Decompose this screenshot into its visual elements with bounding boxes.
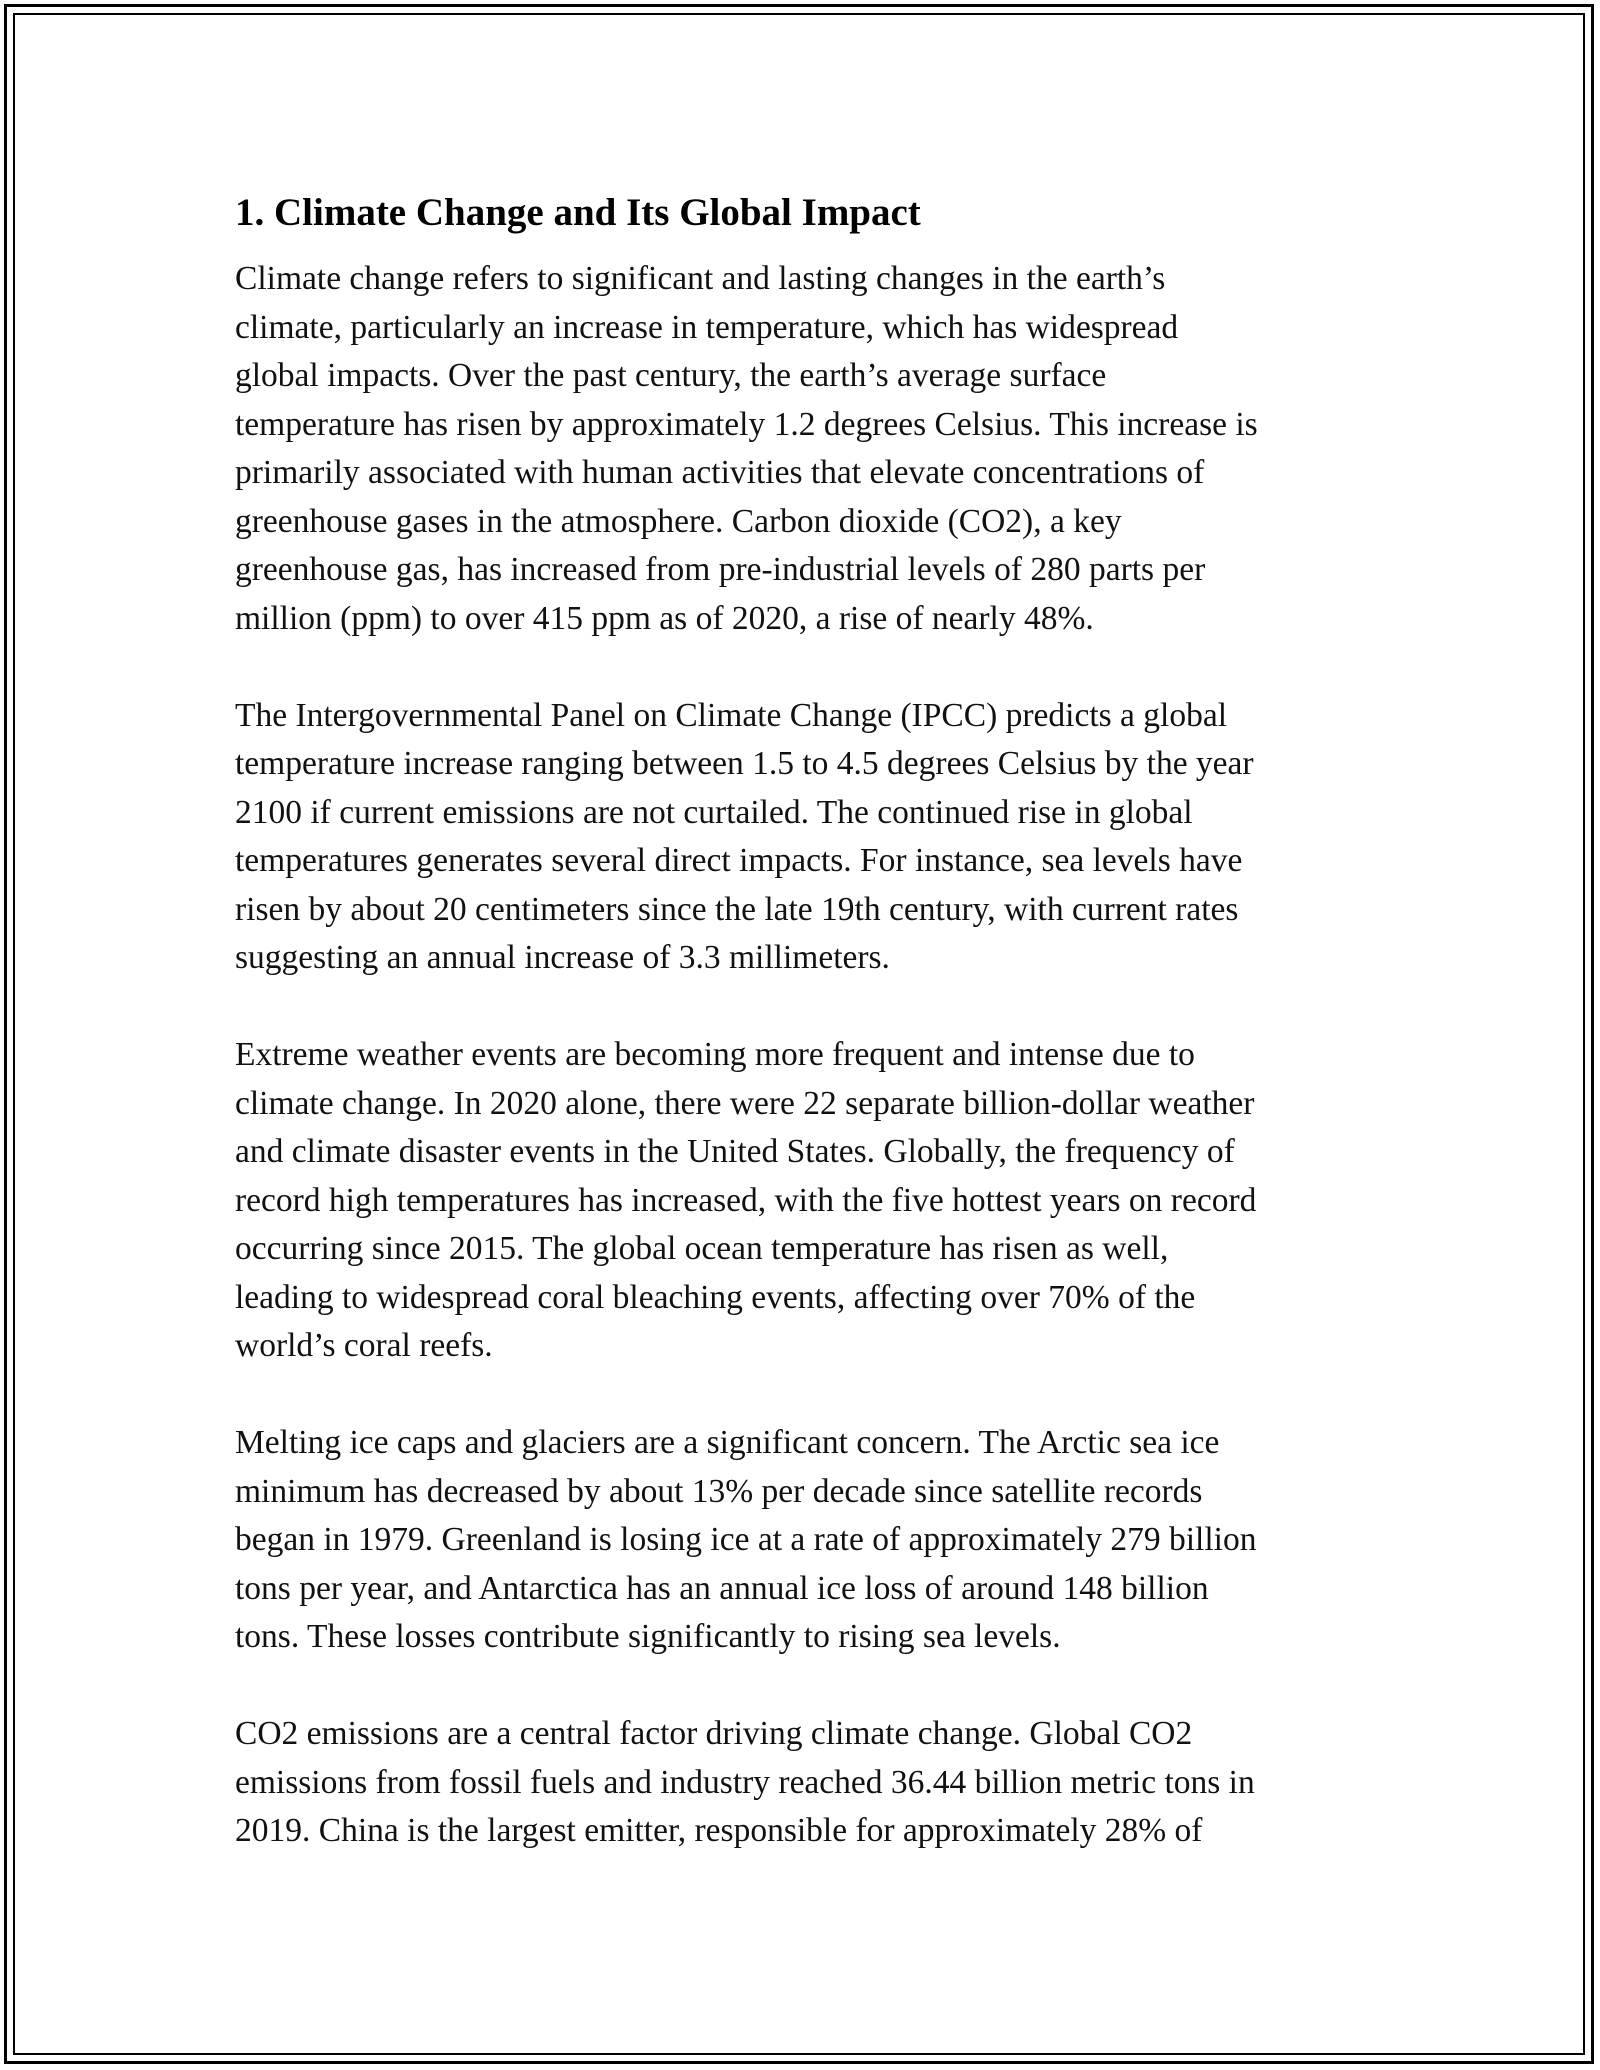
text-line: began in 1979. Greenland is losing ice at a rate of approximately 279 billion [235, 1521, 1257, 1558]
paragraph-1 [235, 255, 1375, 643]
text-line: 2019. China is the largest emitter, responsible for approximately 28% of [235, 1812, 1203, 1849]
paragraph-5 [235, 1710, 1375, 1856]
text-line: climate change. In 2020 alone, there were 22 separate billion-dollar weather [235, 1084, 1255, 1122]
paragraph-4 [235, 1419, 1375, 1662]
text-line: greenhouse gases in the atmosphere. Carbon dioxide (CO2), a key [235, 502, 1122, 540]
text-line: record high temperatures has increased, with the five hottest years on record [235, 1181, 1257, 1219]
text-line: tons. These losses contribute significantly to rising sea levels. [235, 1618, 1061, 1655]
text-line: CO2 emissions are a central factor driving climate change. Global CO2 [235, 1715, 1193, 1752]
text-line: million (ppm) to over 415 ppm as of 2020, a rise of nearly 48%. [235, 599, 1094, 637]
paragraph-2 [235, 692, 1375, 983]
text-line: world’s coral reefs. [235, 1327, 493, 1364]
text-line: tons per year, and Antarctica has an annual ice loss of around 148 billion [235, 1569, 1209, 1607]
text-line: greenhouse gas, has increased from pre-industrial levels of 280 parts per [235, 551, 1206, 588]
document-body [235, 183, 1375, 1904]
text-line: global impacts. Over the past century, the earth’s average surface [235, 357, 1107, 394]
text-line: The Intergovernmental Panel on Climate Change (IPCC) predicts a global [235, 696, 1228, 734]
text-line: Extreme weather events are becoming more frequent and intense due to [235, 1036, 1195, 1073]
text-line: temperature has risen by approximately 1.2 degrees Celsius. This increase is [235, 405, 1258, 443]
text-line: 2100 if current emissions are not curtailed. The continued rise in global [235, 793, 1193, 831]
section-heading: 1. Climate Change and Its Global Impact [235, 191, 921, 234]
text-line: suggesting an annual increase of 3.3 millimeters. [235, 939, 890, 976]
text-line: temperature increase ranging between 1.5 to 4.5 degrees Celsius by the year [235, 745, 1254, 782]
text-line: and climate disaster events in the United States. Globally, the frequency of [235, 1133, 1235, 1170]
text-line: minimum has decreased by about 13% per decade since satellite records [235, 1472, 1203, 1510]
text-line: Melting ice caps and glaciers are a significant concern. The Arctic sea ice [235, 1424, 1220, 1461]
text-line: occurring since 2015. The global ocean temperature has risen as well, [235, 1230, 1169, 1267]
text-line: emissions from fossil fuels and industry reached 36.44 billion metric tons in [235, 1763, 1255, 1801]
text-line: temperatures generates several direct impacts. For instance, sea levels have [235, 842, 1243, 879]
text-line: climate, particularly an increase in temperature, which has widespread [235, 308, 1179, 346]
text-line: Climate change refers to significant and lasting changes in the earth’s [235, 260, 1166, 297]
text-line: leading to widespread coral bleaching events, affecting over 70% of the [235, 1278, 1196, 1316]
text-line: risen by about 20 centimeters since the late 19th century, with current rates [235, 890, 1239, 928]
paragraph-3 [235, 1031, 1375, 1371]
text-line: primarily associated with human activities that elevate concentrations of [235, 454, 1205, 491]
